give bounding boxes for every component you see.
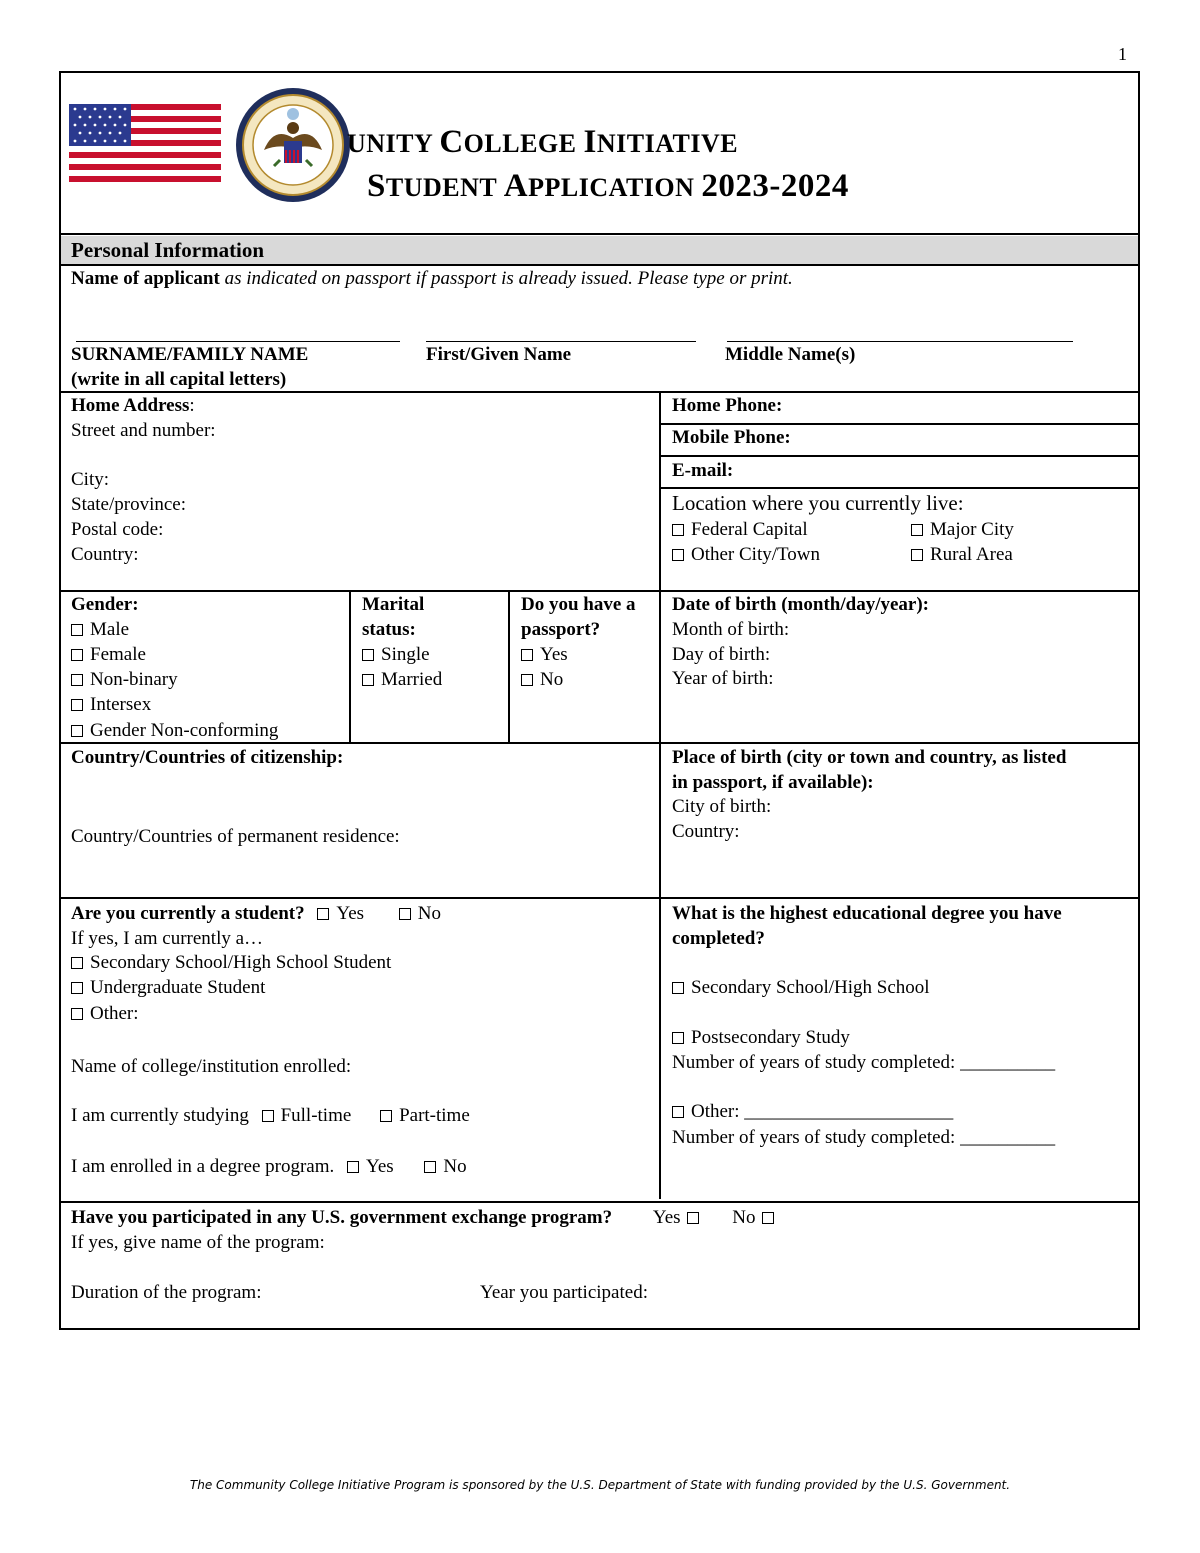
education-title-2: completed? xyxy=(672,928,765,949)
location-title: Location where you currently live: xyxy=(672,491,964,515)
checkbox[interactable] xyxy=(71,982,83,994)
given-name-label: First/Given Name xyxy=(426,344,572,365)
checkbox[interactable] xyxy=(380,1110,392,1122)
checkbox[interactable] xyxy=(911,524,923,536)
education-years-2: Number of years of study completed: __________ xyxy=(672,1127,1056,1148)
email-label: E-mail: xyxy=(672,460,734,481)
passport-title: Do you have a xyxy=(521,594,636,615)
exchange-question-row: Have you participated in any U.S. government exchange program? Yes No xyxy=(71,1205,781,1230)
location-rural-area[interactable]: Rural Area xyxy=(911,542,1013,567)
checkbox[interactable] xyxy=(71,699,83,711)
checkbox[interactable] xyxy=(71,624,83,636)
gender-intersex[interactable]: Intersex xyxy=(71,692,151,717)
gender-female[interactable]: Female xyxy=(71,642,146,667)
middle-name-label: Middle Name(s) xyxy=(725,344,856,365)
postal-label: Postal code: xyxy=(71,519,164,540)
checkbox[interactable] xyxy=(521,649,533,661)
citizenship-title: Country/Countries of citizenship: xyxy=(71,747,344,768)
mobile-phone-label: Mobile Phone: xyxy=(672,427,791,448)
checkbox[interactable] xyxy=(71,725,83,737)
student-other[interactable]: Other: xyxy=(71,1001,139,1026)
dob-year: Year of birth: xyxy=(672,668,774,689)
application-title: STUDENT APPLICATION 2023-2024 xyxy=(367,168,849,204)
home-phone-label: Home Phone: xyxy=(672,395,783,416)
gender-title: Gender: xyxy=(71,594,139,615)
student-secondary[interactable]: Secondary School/High School Student xyxy=(71,950,391,975)
checkbox[interactable] xyxy=(317,908,329,920)
checkbox[interactable] xyxy=(672,1032,684,1044)
checkbox[interactable] xyxy=(687,1212,699,1224)
location-major-city[interactable]: Major City xyxy=(911,517,1014,542)
marital-title: Marital xyxy=(362,594,425,615)
checkbox[interactable] xyxy=(262,1110,274,1122)
checkbox[interactable] xyxy=(399,908,411,920)
surname-note: (write in all capital letters) xyxy=(71,369,287,390)
residence-label: Country/Countries of permanent residence: xyxy=(71,826,400,847)
checkbox[interactable] xyxy=(71,674,83,686)
student-if-yes: If yes, I am currently a… xyxy=(71,928,264,949)
gender-non-binary[interactable]: Non-binary xyxy=(71,667,178,692)
checkbox[interactable] xyxy=(672,549,684,561)
checkbox[interactable] xyxy=(362,649,374,661)
marital-married[interactable]: Married xyxy=(362,667,442,692)
footer-note: The Community College Initiative Program is sponsored by the U.S. Department of State with funding provided by the U.S. Government. xyxy=(189,1478,1011,1492)
location-federal-capital[interactable]: Federal Capital xyxy=(672,517,808,542)
checkbox[interactable] xyxy=(672,1106,684,1118)
checkbox[interactable] xyxy=(911,549,923,561)
studying-row: I am currently studying Full-time Part-time xyxy=(71,1105,470,1126)
street-label: Street and number: xyxy=(71,420,216,441)
gender-male[interactable]: Male xyxy=(71,617,129,642)
education-secondary[interactable]: Secondary School/High School xyxy=(672,975,930,1000)
checkbox[interactable] xyxy=(762,1212,774,1224)
department-of-state-seal-icon xyxy=(234,86,352,204)
checkbox[interactable] xyxy=(362,674,374,686)
exchange-program-name: If yes, give name of the program: xyxy=(71,1232,325,1253)
passport-yes[interactable]: Yes xyxy=(521,642,568,667)
location-other-city[interactable]: Other City/Town xyxy=(672,542,820,567)
dob-title: Date of birth (month/day/year): xyxy=(672,594,929,615)
checkbox[interactable] xyxy=(672,982,684,994)
checkbox[interactable] xyxy=(347,1161,359,1173)
student-question: Are you currently a student? Yes No xyxy=(71,903,442,924)
name-instructions: Name of applicant as indicated on passport if passport is already issued. Please type or print. xyxy=(71,268,793,289)
institution-label: Name of college/institution enrolled: xyxy=(71,1056,352,1077)
surname-label: SURNAME/FAMILY NAME xyxy=(71,344,309,365)
passport-title-2: passport? xyxy=(521,619,601,640)
birth-city: City of birth: xyxy=(672,796,772,817)
home-address-label: Home Address: xyxy=(71,395,195,416)
marital-single[interactable]: Single xyxy=(362,642,430,667)
birthplace-title-2: in passport, if available): xyxy=(672,772,874,793)
education-years-1: Number of years of study completed: __________ xyxy=(672,1052,1056,1073)
degree-program-row: I am enrolled in a degree program. Yes No xyxy=(71,1156,467,1177)
checkbox[interactable] xyxy=(71,957,83,969)
education-title: What is the highest educational degree you have xyxy=(672,903,1062,924)
education-postsecondary[interactable]: Postsecondary Study xyxy=(672,1025,850,1050)
checkbox[interactable] xyxy=(424,1161,436,1173)
city-label: City: xyxy=(71,469,110,490)
student-undergraduate[interactable]: Undergraduate Student xyxy=(71,975,265,1000)
country-label: Country: xyxy=(71,544,139,565)
gender-non-conforming[interactable]: Gender Non-conforming xyxy=(71,718,278,743)
education-other[interactable]: Other: ______________________ xyxy=(672,1099,953,1124)
marital-title-2: status: xyxy=(362,619,416,640)
checkbox[interactable] xyxy=(672,524,684,536)
birth-country: Country: xyxy=(672,821,740,842)
page-number: 1 xyxy=(1118,44,1127,64)
birthplace-title: Place of birth (city or town and country, as listed xyxy=(672,747,1067,768)
dob-day: Day of birth: xyxy=(672,644,771,665)
program-title: UNITY COLLEGE INITIATIVE xyxy=(347,124,739,160)
state-label: State/province: xyxy=(71,494,187,515)
us-flag-icon xyxy=(69,104,221,182)
section-title: Personal Information xyxy=(71,238,265,262)
exchange-year: Year you participated: xyxy=(480,1282,648,1303)
dob-month: Month of birth: xyxy=(672,619,790,640)
passport-no[interactable]: No xyxy=(521,667,563,692)
exchange-duration: Duration of the program: xyxy=(71,1282,262,1303)
checkbox[interactable] xyxy=(71,1008,83,1020)
checkbox[interactable] xyxy=(71,649,83,661)
checkbox[interactable] xyxy=(521,674,533,686)
